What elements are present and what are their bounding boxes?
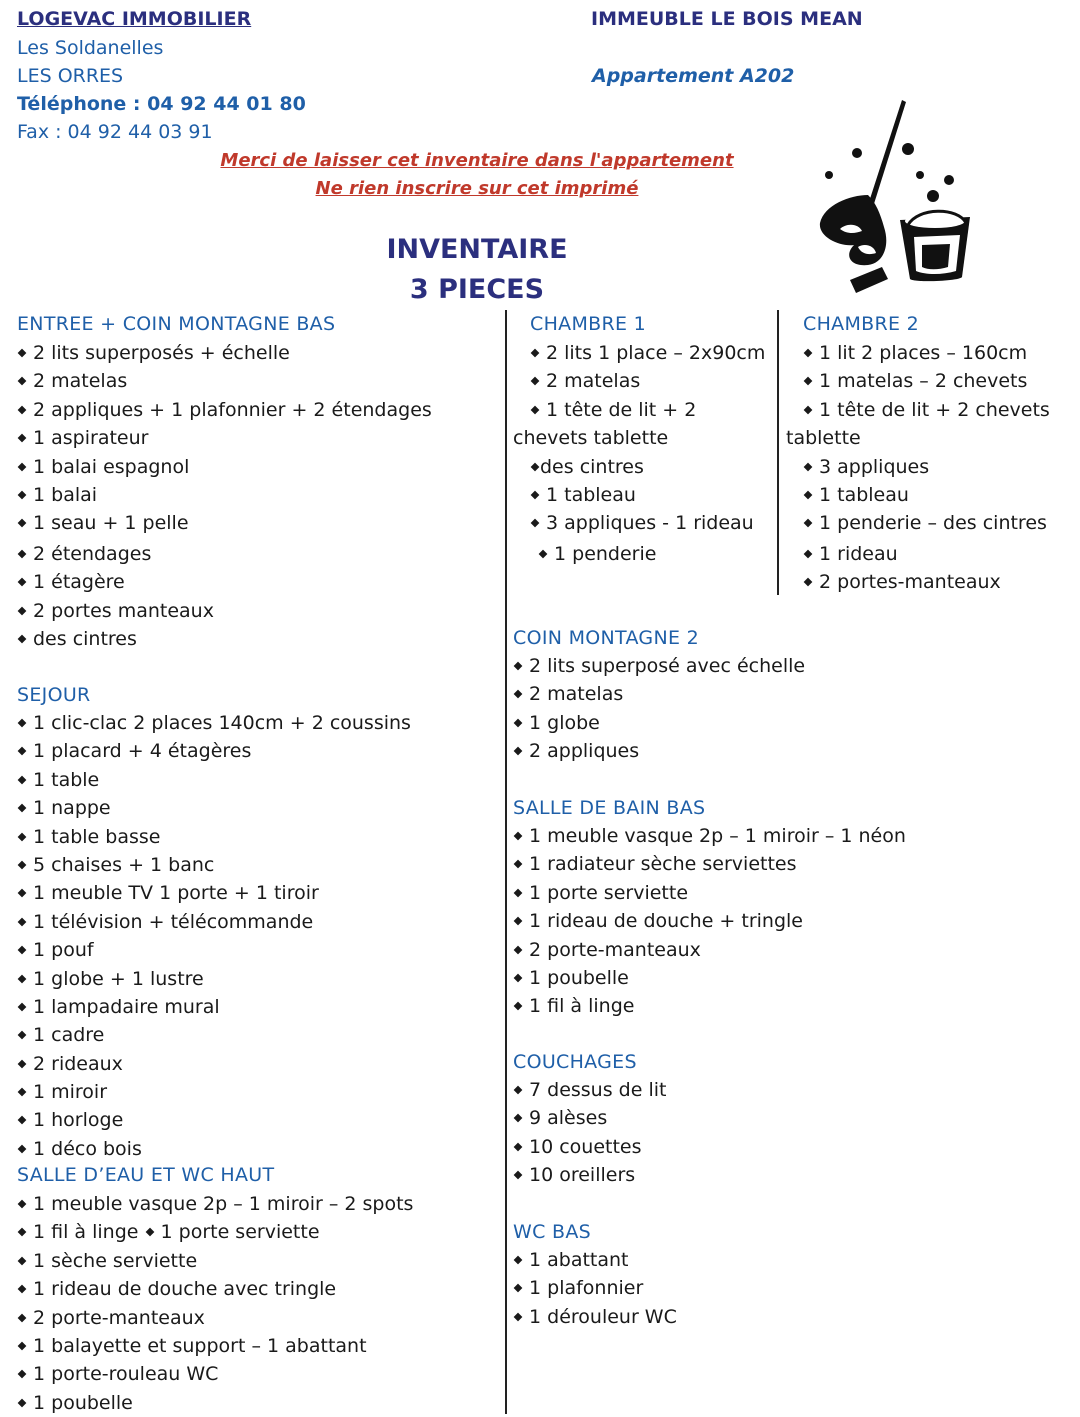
agency-phone: Téléphone : 04 92 44 01 80 <box>17 93 306 115</box>
bullet-icon <box>18 1285 27 1294</box>
bullet-icon <box>18 1342 27 1351</box>
list-item: 1 balai espagnol <box>17 453 432 481</box>
column-divider-main <box>505 310 507 1414</box>
bullet-icon <box>804 578 813 587</box>
list-coin-montagne-2 <box>513 652 805 766</box>
bullet-icon <box>18 889 27 898</box>
bullet-icon <box>18 1370 27 1379</box>
list-item: 1 rideau de douche + tringle <box>513 907 906 935</box>
agency-address: Les Soldanelles <box>17 37 164 59</box>
bullet-icon <box>18 1059 27 1068</box>
list-item: 1 fil à linge 1 porte serviette <box>17 1218 413 1246</box>
bullet-icon <box>514 860 523 869</box>
bullet-icon <box>804 349 813 358</box>
bullet-icon <box>18 946 27 955</box>
bullet-icon <box>531 405 540 414</box>
bullet-icon <box>514 1086 523 1095</box>
bullet-icon <box>514 832 523 841</box>
apartment-number: Appartement A202 <box>592 65 795 87</box>
list-item: 1 sèche serviette <box>17 1247 413 1275</box>
list-item: 1 table basse <box>17 823 411 851</box>
bullet-icon <box>18 519 27 528</box>
list-item: 2 lits superposés + échelle <box>17 339 432 367</box>
list-entree <box>17 339 432 653</box>
agency-name: LOGEVAC IMMOBILIER <box>17 8 252 30</box>
bullet-icon <box>18 1256 27 1265</box>
list-item: 1 placard + 4 étagères <box>17 737 411 765</box>
bullet-icon <box>18 747 27 756</box>
list-sejour <box>17 709 411 1163</box>
list-item: 1 tableau <box>513 481 773 509</box>
list-item: 1 lampadaire mural <box>17 993 411 1021</box>
list-item: 2 lits 1 place – 2x90cm <box>513 339 773 367</box>
list-item: 7 dessus de lit <box>513 1076 666 1104</box>
bullet-icon <box>18 434 27 443</box>
list-item: 1 déco bois <box>17 1135 411 1163</box>
list-item: 2 matelas <box>513 680 805 708</box>
notice-no-write: Ne rien inscrire sur cet imprimé <box>315 178 639 199</box>
list-item: 10 couettes <box>513 1133 666 1161</box>
list-item: 3 appliques <box>786 453 1076 481</box>
list-item: 1 nappe <box>17 794 411 822</box>
bullet-icon <box>18 974 27 983</box>
bullet-icon <box>18 804 27 813</box>
agency-city: LES ORRES <box>17 65 124 87</box>
list-item: 2 porte-manteaux <box>17 1304 413 1332</box>
list-item: 1 aspirateur <box>17 424 432 452</box>
bullet-icon <box>18 349 27 358</box>
bullet-icon <box>18 1116 27 1125</box>
list-item: 1 penderie <box>513 540 773 568</box>
list-item: 1 globe <box>513 709 805 737</box>
list-item: 2 appliques + 1 plafonnier + 2 étendages <box>17 396 432 424</box>
building-name: IMMEUBLE LE BOIS MEAN <box>591 8 863 30</box>
list-item: 2 portes manteaux <box>17 597 432 625</box>
bullet-icon <box>18 861 27 870</box>
list-item: 1 porte-rouleau WC <box>17 1360 413 1388</box>
bullet-icon <box>145 1228 154 1237</box>
list-item: 1 tête de lit + 2 chevets <box>786 396 1076 424</box>
list-item: 2 rideaux <box>17 1050 411 1078</box>
list-item: 2 lits superposé avec échelle <box>513 652 805 680</box>
bullet-icon <box>514 888 523 897</box>
bullet-icon <box>18 1313 27 1322</box>
bullet-icon <box>18 1031 27 1040</box>
column-divider-chambres <box>777 310 779 595</box>
list-item: 1 plafonnier <box>513 1274 677 1302</box>
bullet-icon <box>804 405 813 414</box>
bullet-icon <box>514 1284 523 1293</box>
bullet-icon <box>18 917 27 926</box>
list-item: 1 pouf <box>17 936 411 964</box>
bullet-icon <box>18 1398 27 1407</box>
list-item: 1 cadre <box>17 1021 411 1049</box>
title-pieces: 3 PIECES <box>409 274 545 305</box>
list-item: 1 rideau <box>786 540 1076 568</box>
list-item: 1 tableau <box>786 481 1076 509</box>
list-item: 5 chaises + 1 banc <box>17 851 411 879</box>
list-item: 1 poubelle <box>513 964 906 992</box>
list-item: chevets tablette <box>513 427 669 450</box>
bullet-icon <box>514 1256 523 1265</box>
list-item: 1 abattant <box>513 1246 677 1274</box>
list-item: 1 meuble TV 1 porte + 1 tiroir <box>17 879 411 907</box>
section-heading-wc-bas: WC BAS <box>513 1221 591 1243</box>
bullet-icon <box>514 917 523 926</box>
list-item: 2 matelas <box>513 367 773 395</box>
agency-fax: Fax : 04 92 44 03 91 <box>17 121 213 143</box>
bullet-icon <box>18 1144 27 1153</box>
list-item: 1 horloge <box>17 1106 411 1134</box>
list-item: 1 globe + 1 lustre <box>17 965 411 993</box>
title-inventaire: INVENTAIRE <box>386 234 568 265</box>
list-item: 1 table <box>17 766 411 794</box>
list-chambre2 <box>786 339 1076 597</box>
list-item: 1 matelas – 2 chevets <box>786 367 1076 395</box>
list-item: 1 poubelle <box>17 1389 413 1417</box>
bullet-icon <box>18 775 27 784</box>
bullet-icon <box>514 1002 523 1011</box>
list-item: 2 appliques <box>513 737 805 765</box>
bullet-icon <box>804 462 813 471</box>
bullet-icon <box>18 578 27 587</box>
bullet-icon <box>18 491 27 500</box>
bullet-icon <box>18 405 27 414</box>
list-salle-eau <box>17 1190 413 1417</box>
broom-bucket-icon <box>810 95 990 305</box>
list-item: 1 porte serviette <box>513 879 906 907</box>
list-item: 1 étagère <box>17 568 432 596</box>
bullet-icon <box>531 377 540 386</box>
list-item: 1 meuble vasque 2p – 1 miroir – 1 néon <box>513 822 906 850</box>
bullet-icon <box>539 549 548 558</box>
section-heading-couchages: COUCHAGES <box>513 1051 637 1073</box>
bullet-icon <box>531 519 540 528</box>
bullet-icon <box>18 1200 27 1209</box>
section-heading-salle-eau: SALLE D’EAU ET WC HAUT <box>17 1164 275 1186</box>
bullet-icon <box>531 462 540 471</box>
list-item: 1 balayette et support – 1 abattant <box>17 1332 413 1360</box>
list-item: 1 balai <box>17 481 432 509</box>
list-item: 1 penderie – des cintres <box>786 509 1076 537</box>
bullet-icon <box>514 1142 523 1151</box>
list-wc-bas <box>513 1246 677 1331</box>
bullet-icon <box>18 635 27 644</box>
list-item: 1 clic-clac 2 places 140cm + 2 coussins <box>17 709 411 737</box>
bullet-icon <box>514 1312 523 1321</box>
bullet-icon <box>514 662 523 671</box>
list-chambre1 <box>513 339 773 568</box>
list-item: 1 lit 2 places – 160cm <box>786 339 1076 367</box>
notice-leave: Merci de laisser cet inventaire dans l'appartement <box>220 150 734 171</box>
bullet-icon <box>531 349 540 358</box>
bullet-icon <box>18 832 27 841</box>
bullet-icon <box>18 1088 27 1097</box>
bullet-icon <box>514 747 523 756</box>
bullet-icon <box>514 945 523 954</box>
list-item: 2 portes-manteaux <box>786 568 1076 596</box>
bullet-icon <box>514 718 523 727</box>
bullet-icon <box>18 377 27 386</box>
bullet-icon <box>514 690 523 699</box>
bullet-icon <box>18 549 27 558</box>
list-item: des cintres <box>513 453 773 481</box>
section-heading-coin-montagne-2: COIN MONTAGNE 2 <box>513 627 700 649</box>
section-heading-entree: ENTREE + COIN MONTAGNE BAS <box>17 313 336 335</box>
list-couchages <box>513 1076 666 1190</box>
section-heading-sejour: SEJOUR <box>17 684 91 706</box>
bullet-icon <box>18 1003 27 1012</box>
bullet-icon <box>18 1228 27 1237</box>
list-item: 1 rideau de douche avec tringle <box>17 1275 413 1303</box>
list-item: des cintres <box>17 625 432 653</box>
list-item: 3 appliques - 1 rideau <box>513 509 773 537</box>
list-item: 1 tête de lit + 2 <box>513 396 773 424</box>
bullet-icon <box>18 606 27 615</box>
list-item: 1 fil à linge <box>513 992 906 1020</box>
section-heading-chambre2: CHAMBRE 2 <box>803 313 920 335</box>
bullet-icon <box>514 974 523 983</box>
list-item: 1 télévision + télécommande <box>17 908 411 936</box>
list-sdb-bas <box>513 822 906 1021</box>
list-item: 1 meuble vasque 2p – 1 miroir – 2 spots <box>17 1190 413 1218</box>
list-item: 10 oreillers <box>513 1161 666 1189</box>
bullet-icon <box>18 462 27 471</box>
bullet-icon <box>804 519 813 528</box>
bullet-icon <box>804 491 813 500</box>
list-item: 2 porte-manteaux <box>513 936 906 964</box>
list-item: 1 miroir <box>17 1078 411 1106</box>
list-item: tablette <box>786 427 861 450</box>
list-item: 1 radiateur sèche serviettes <box>513 850 906 878</box>
bullet-icon <box>531 491 540 500</box>
bullet-icon <box>804 549 813 558</box>
section-heading-chambre1: CHAMBRE 1 <box>530 313 647 335</box>
section-heading-sdb-bas: SALLE DE BAIN BAS <box>513 797 706 819</box>
list-item: 2 matelas <box>17 367 432 395</box>
bullet-icon <box>514 1171 523 1180</box>
bullet-icon <box>18 719 27 728</box>
list-item: 9 alèses <box>513 1104 666 1132</box>
bullet-icon <box>514 1114 523 1123</box>
bullet-icon <box>804 377 813 386</box>
list-item: 2 étendages <box>17 540 432 568</box>
list-item: 1 dérouleur WC <box>513 1303 677 1331</box>
list-item: 1 seau + 1 pelle <box>17 509 432 537</box>
